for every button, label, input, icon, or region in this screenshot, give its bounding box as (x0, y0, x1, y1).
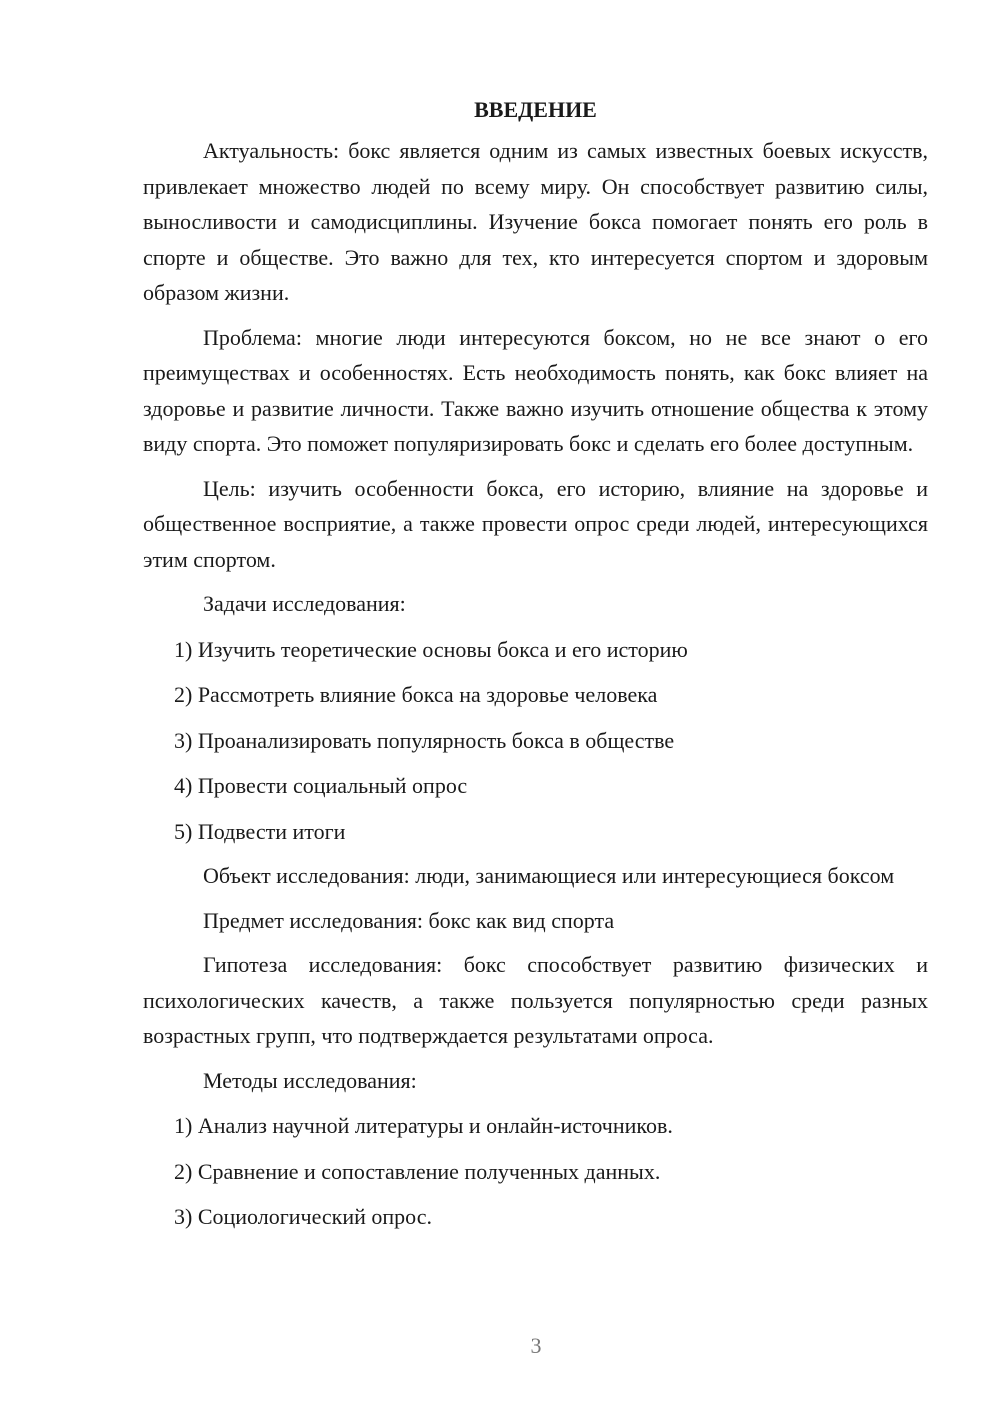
task-item: 3) Проанализировать популярность бокса в обществе (174, 727, 675, 753)
page-number: 3 (530, 1333, 542, 1358)
method-item: 2) Сравнение и сопоставление полученных данных. (174, 1158, 661, 1184)
method-item: 1) Анализ научной литературы и онлайн-источников. (174, 1113, 673, 1138)
relevance-paragraph: Актуальность: бокс является одним из самых известных боевых искусств, привлекает множество людей по всему миру. Он способствует развитию силы, выносливости и самодисциплины. Изучение бокса помогает понять его роль в спорте и обществе. Это важно для тех, кто интересуется спортом и здоровым образом жизни. (143, 138, 928, 305)
method-item: 3) Социологический опрос. (174, 1204, 432, 1229)
tasks-list (143, 632, 928, 850)
hypothesis-paragraph: Гипотеза исследования: бокс способствует развитию физических и психологических качеств, а также пользуется популярностью среди разных возрастных групп, что подтверждается результатами опроса. (143, 952, 928, 1048)
tasks-heading: Задачи исследования: (203, 591, 406, 616)
methods-list (143, 1108, 928, 1235)
goal-paragraph: Цель: изучить особенности бокса, его историю, влияние на здоровье и общественное восприятие, а также провести опрос среди людей, интересующихся этим спортом. (143, 475, 928, 572)
task-item: 2) Рассмотреть влияние бокса на здоровье человека (174, 682, 658, 707)
problem-paragraph: Проблема: многие люди интересуются боксом, но не все знают о его преимуществах и особенностях. Есть необходимость понять, как бокс влияет на здоровье и развитие личности. Также важно изучить отношение общества к этому виду спорта. Это поможет популяризировать бокс и сделать его более доступным. (143, 324, 928, 456)
task-item: 5) Подвести итоги (174, 818, 346, 844)
methods-heading: Методы исследования: (203, 1067, 417, 1093)
task-item: 4) Провести социальный опрос (174, 773, 468, 798)
task-item: 1) Изучить теоретические основы бокса и его историю (174, 636, 688, 662)
subject-paragraph: Предмет исследования: бокс как вид спорта (203, 907, 615, 933)
object-paragraph: Объект исследования: люди, занимающиеся или интересующиеся боксом (203, 863, 895, 888)
document-page (143, 92, 928, 1235)
section-title: ВВЕДЕНИЕ (474, 97, 597, 122)
